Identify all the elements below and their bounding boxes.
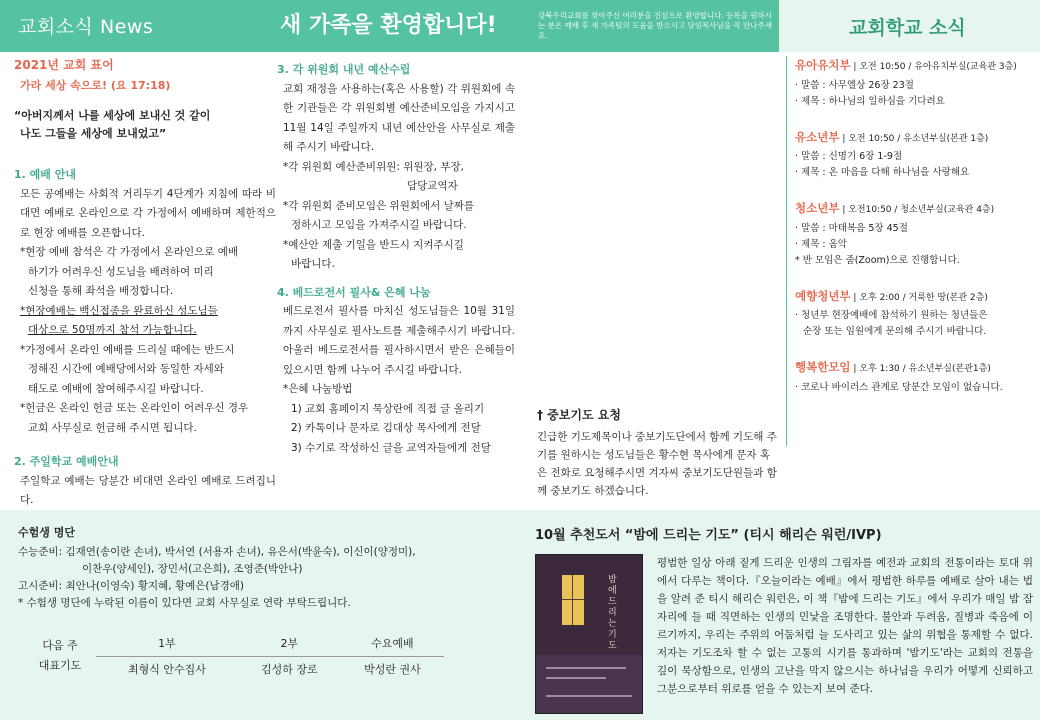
worship-note: 정해진 시간에 예배당에서와 동일한 자세와 — [28, 363, 224, 375]
prayer-table — [24, 630, 444, 682]
table-header: 수요예배 — [341, 630, 444, 656]
prayer-title: † 중보기도 요청 — [537, 408, 621, 422]
table-header: 1부 — [96, 630, 238, 656]
dept-info: | 오후 2:00 / 거룩한 땅(본관 2층) — [853, 292, 988, 303]
welcome-title: 새 가족을 환영합니다! — [280, 13, 497, 38]
window-shape — [562, 575, 584, 625]
worship-note: 대상으로 50명까지 참석 가능합니다. — [28, 324, 197, 336]
book-recommendation — [535, 524, 1035, 695]
method-item: 2) 카톡이나 문자로 김대상 목사에게 전달 — [291, 422, 481, 434]
cover-line — [546, 677, 606, 679]
dept-item: · 제목 : 옴악 — [795, 238, 847, 250]
transcription-text: 베드로전서 필사를 마치신 성도님들은 10월 31일까지 사무실로 필사노트를 제출해주시기 바랍니다. 아울러 베드로전서를 필사하시면서 받은 은혜들이 있으시면 함께 나누어 주시길 바랍니다. — [283, 305, 515, 376]
window-frame — [562, 599, 584, 600]
exam-list — [18, 524, 488, 612]
exam-title: 수험생 명단 — [18, 526, 75, 539]
exam-line: 수능준비: 김재연(송이란 손녀), 박서연 (서용자 손녀), 유은서(박윤숙), 이신이(양정미), — [18, 546, 416, 558]
worship-note: 하기가 어려우신 성도님을 배려하여 미리 — [28, 265, 214, 278]
motto-subtitle: 가라 세상 속으로! (요 17:18) — [20, 78, 171, 92]
worship-note: 신청을 통해 좌석을 배정합니다. — [28, 285, 174, 297]
dept-item: · 제목 : 하나님의 일하심을 기다려요 — [795, 95, 945, 107]
dept-item: · 말씀 : 마태복음 5장 45절 — [795, 222, 908, 234]
budget-text: 교회 재정을 사용하는(혹은 사용할) 각 위원회에 속한 기관들은 각 위원회별 예산준비모임을 가지시고 11월 14일 주일까지 내년 예산안을 사무실로 제출해 주시기 바랍니다. — [283, 82, 515, 153]
method-item: 3) 수기로 작성하신 글을 교역자들에게 전달 — [291, 441, 491, 454]
school-news-header — [779, 0, 1040, 52]
worship-note: *가정에서 온라인 예배를 드리실 때에는 반드시 — [20, 343, 235, 356]
school-news — [786, 56, 1036, 446]
dept-item: · 코로나 바이러스 관계로 당분간 모임이 없습니다. — [795, 381, 1003, 393]
table-cell: 박성란 권사 — [364, 663, 421, 677]
column-middle — [277, 60, 515, 458]
prayer-table-label — [24, 630, 96, 682]
label-line: 다음 주 — [42, 639, 78, 652]
worship-intro: 모든 공예배는 사회적 거리두기 4단계가 지침에 따라 비대면 예배로 온라인으로 각 가정에서 예배하며 제한적으로 현장 예배를 오픈합니다. — [20, 187, 276, 239]
table-header: 2부 — [238, 630, 341, 656]
cover-line — [546, 667, 626, 669]
budget-note: 담당교역자 — [407, 180, 458, 192]
dept-item: 순장 또는 임원에게 문의해 주시기 바랍니다. — [803, 326, 987, 337]
worship-note: *현장예배는 백신접종을 완료하신 성도님들 — [20, 304, 218, 317]
book-description: 평범한 일상 아래 짙게 드리운 인생의 그림자를 예전과 교회의 전통이라는 토대 위에서 다루는 책이다.『오늘이라는 예배』에서 평범한 하루를 예배로 살아 내는 법을 알려 준 티시 해리슨 워런은, 이 책『밤에 드리는 기도』에서 우리가 매일 밤 잠자리에 들 때 직면하는 인생의 민낯을 조명한다. 불안과 두려움, 질병과 죽음에 이르기까지, 우리는 주위의 어둠처럼 늘 도사리고 있는 삶의 위협을 통제할 수 없다. 저자는 기도조차 할 수 없는 고통의 시기를 통과하며 '밤기도'라는 교회의 전통을 깊이 묵상함으로, 인생의 고난을 막지 않으시는 하나님을 우리가 어떻게 신뢰하고 그분으로부터 위로를 얻을 수 있는지 보여 준다. — [657, 557, 1033, 695]
cover-title: 밤에 드리는 기도 — [608, 575, 617, 651]
school-dept — [795, 287, 1036, 341]
bottom-section — [0, 510, 1040, 720]
prayer-request — [537, 406, 777, 500]
motto-quote — [14, 107, 276, 143]
worship-note: *현장 예배 참석은 각 가정에서 온라인으로 예배 — [20, 246, 238, 258]
table-cell: 김성하 장로 — [261, 663, 318, 677]
dept-item: · 청년부 현장예배에 참석하기 원하는 청년들은 — [795, 310, 988, 321]
budget-note: *각 위원회 준비모임은 위원회에서 날짜를 — [283, 199, 475, 212]
school-news-title: 교회학교 소식 — [849, 17, 966, 39]
exam-note: * 수험생 명단에 누락된 이름이 있다면 교회 사무실로 연락 부탁드립니다. — [18, 597, 351, 609]
dept-title: 청소년부 — [795, 201, 840, 215]
welcome-note: 강북우리교회를 찾아주신 여러분을 진심으로 환영합니다. 등록을 원하시는 분은 예배 후 새 가족팀의 도움을 받으시고 담임목사님을 꼭 만나주세요. — [538, 11, 773, 41]
motto-title: 2021년 교회 표어 — [14, 58, 114, 72]
sunday-school-text: 주일학교 예배는 당분간 비대면 온라인 예배로 드려집니다. — [20, 474, 276, 506]
school-dept — [795, 56, 1036, 110]
cover-line — [546, 695, 632, 697]
dept-info: | 오전 10:50 / 유아유치부실(교육관 3층) — [853, 62, 1017, 72]
sunday-school-title: 2. 주일학교 예배안내 — [14, 455, 119, 468]
dept-title: 예향청년부 — [795, 288, 851, 303]
dept-info: | 오전10:50 / 청소년부실(교육관 4층) — [842, 205, 995, 215]
worship-title: 1. 예배 안내 — [14, 168, 76, 181]
dept-title: 유소년부 — [795, 129, 840, 144]
label-line: 대표기도 — [38, 659, 82, 672]
dept-title: 행복한모임 — [795, 360, 851, 374]
book-title: 10월 추천도서 “밤에 드리는 기도” (티시 해리슨 워런/IVP) — [535, 528, 882, 543]
exam-line: 고시준비: 최안나(이영숙) 황지혜, 황예은(남경애) — [18, 580, 244, 592]
budget-note: 바랍니다. — [291, 258, 335, 270]
window-frame — [572, 575, 573, 625]
school-dept — [795, 199, 1036, 269]
transcription-title: 4. 베드로전서 필사& 은혜 나눔 — [277, 285, 431, 299]
book-cover — [535, 554, 643, 714]
news-title: 교회소식 News — [18, 16, 154, 38]
dept-item: * 반 모임은 줌(Zoom)으로 진행합니다. — [795, 254, 960, 266]
school-dept — [795, 358, 1036, 396]
column-left — [14, 56, 276, 511]
dept-item: · 말씀 : 신명기 6장 1-9절 — [795, 151, 903, 162]
exam-line: 이찬우(양세인), 장민서(고은희), 조영준(박안나) — [82, 563, 303, 575]
worship-note: 태도로 예배에 참여해주시길 바랍니다. — [28, 382, 204, 395]
dept-info: | 오전 10:50 / 유소년부실(본관 1층) — [842, 133, 989, 144]
dept-item: · 제목 : 온 마음을 다해 하나님을 사랑해요 — [795, 167, 970, 178]
budget-title: 3. 각 위원회 내년 예산수립 — [277, 63, 411, 76]
method-item: 1) 교회 홈페이지 묵상란에 직접 글 올리기 — [291, 402, 485, 415]
quote-line-2: 나도 그들을 세상에 보내었고” — [20, 127, 167, 140]
prayer-text: 긴급한 기도제목이나 중보기도단에서 함께 기도해 주기를 원하시는 성도님들은 황수현 목사에게 문자 혹은 전화로 요청해주시면 겨자씨 중보기도단원들과 함께 중보기도 하겠습니다. — [537, 431, 777, 497]
worship-note: *헌금은 온라인 헌금 또는 온라인이 어려우신 경우 — [20, 402, 249, 414]
table-cell: 최형식 안수집사 — [127, 663, 206, 677]
quote-line-1: “아버지께서 나를 세상에 보내신 것 같이 — [14, 109, 211, 122]
dept-item: · 말씀 : 사무엘상 26장 23절 — [795, 79, 914, 91]
dept-info: | 오후 1:30 / 유소년부실(본관1층) — [853, 364, 991, 374]
worship-note: 교회 사무실로 헌금해 주시면 됩니다. — [28, 421, 197, 434]
school-dept — [795, 128, 1036, 182]
cover-band — [536, 655, 642, 713]
budget-note: *각 위원회 예산준비위원: 위원장, 부장, — [283, 160, 464, 173]
budget-note: 정하시고 모임을 가져주시길 바랍니다. — [291, 219, 467, 231]
budget-note: *예산안 제출 기일을 반드시 지켜주시길 — [283, 238, 464, 251]
dept-title: 유아유치부 — [795, 58, 851, 72]
method-title: *은혜 나눔방법 — [283, 383, 353, 395]
header-bar — [0, 0, 1040, 52]
